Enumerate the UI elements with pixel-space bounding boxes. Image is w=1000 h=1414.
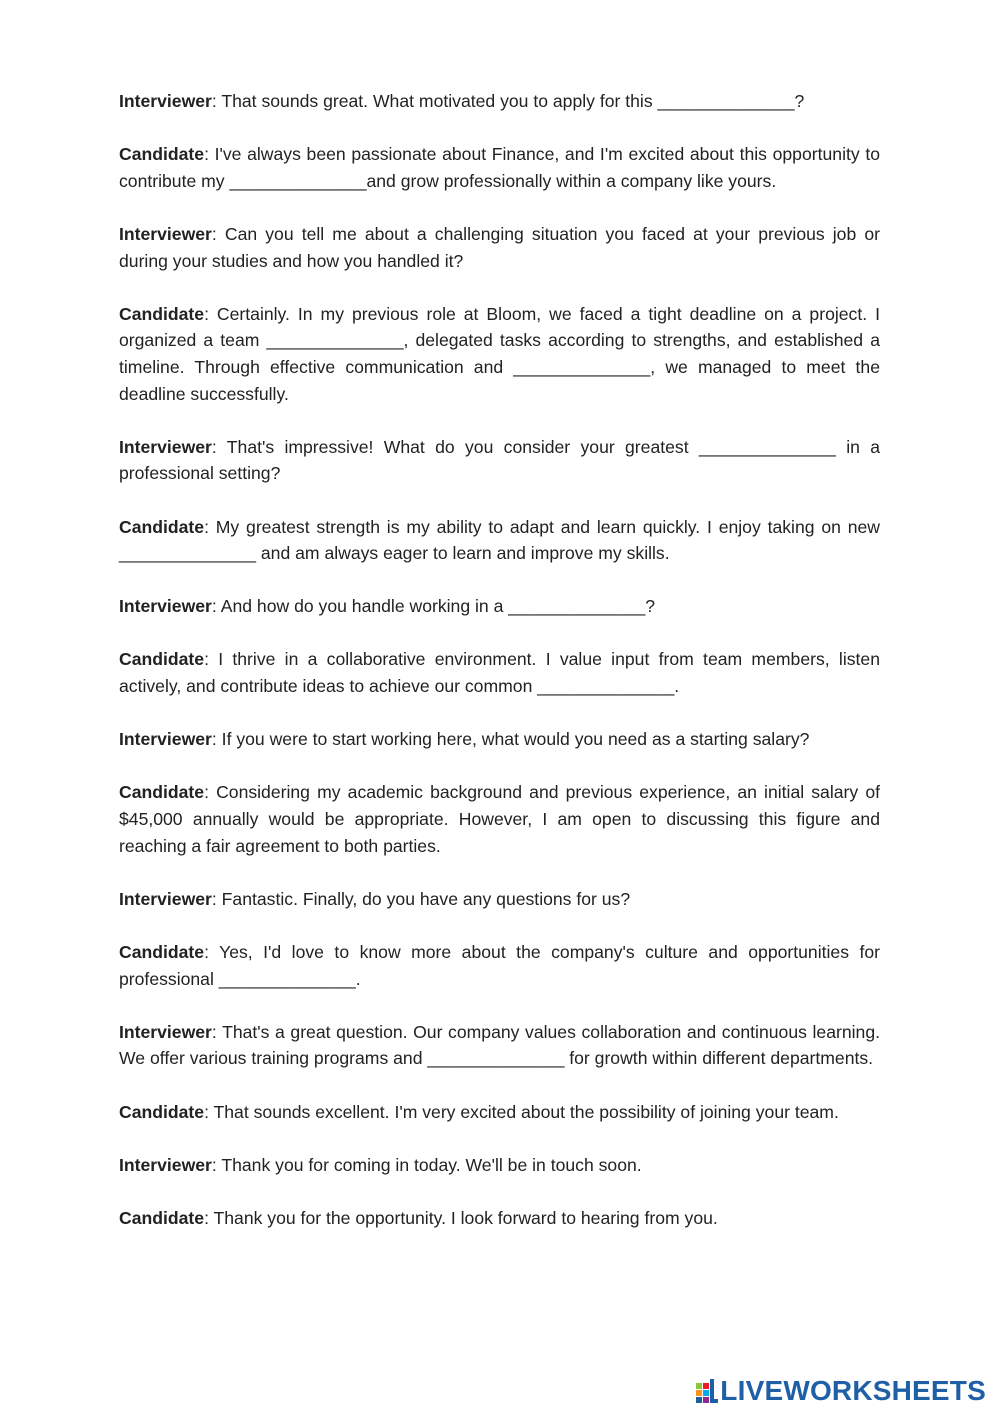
speaker-label: Candidate [119, 782, 205, 803]
line-text: : That sounds great. What motivated you to apply for this ______________? [211, 91, 805, 111]
speaker-label: Interviewer [119, 223, 212, 244]
line-text: : Yes, I'd love to know more about the company's culture and opportunities for professional ______________. [119, 942, 880, 989]
line-text: : Fantastic. Finally, do you have any questions for us? [211, 888, 631, 909]
line-text: : That sounds excellent. I'm very excited about the possibility of joining your team. [204, 1101, 839, 1122]
line-text: : If you were to start working here, what would you need as a starting salary? [211, 729, 810, 750]
line-text: : Certainly. In my previous role at Bloom, we faced a tight deadline on a project. I organized a team ______________, delegated tasks according to strengths, and established a timeline. Through effective communication and ______________, we managed to meet the deadline successfully. [119, 303, 880, 404]
speaker-label: Interviewer [119, 91, 212, 111]
line-text: : My greatest strength is my ability to adapt and learn quickly. I enjoy taking on new ______________ and am always eager to learn and improve my skills. [119, 516, 880, 564]
speaker-label: Candidate [119, 516, 205, 537]
dialogue-line [119, 1099, 880, 1126]
speaker-label: Candidate [119, 649, 205, 670]
speaker-label: Interviewer [119, 436, 212, 457]
speaker-label: Interviewer [119, 729, 212, 750]
dialogue-line [119, 779, 880, 859]
dialogue-line [119, 88, 880, 115]
speaker-label: Candidate [119, 942, 205, 962]
speaker-label: Candidate [119, 144, 205, 165]
line-text: : Thank you for the opportunity. I look forward to hearing from you. [204, 1207, 718, 1228]
line-text: : Considering my academic background and previous experience, an initial salary of $45,000 annually would be appropriate. However, I am open to discussing this figure and reaching a fair agreement to both parties. [119, 782, 880, 856]
line-text: : That's impressive! What do you consider your greatest ______________ in a professional setting? [119, 436, 880, 484]
speaker-label: Interviewer [119, 888, 212, 909]
dialogue-line [119, 886, 880, 913]
dialogue-line [119, 646, 880, 699]
dialogue-line [119, 593, 880, 620]
speaker-label: Candidate [119, 303, 205, 324]
speaker-label: Interviewer [119, 596, 212, 617]
speaker-label: Candidate [119, 1207, 205, 1228]
line-text: : I've always been passionate about Finance, and I'm excited about this opportunity to contribute my ______________and grow professionally within a company like yours. [119, 144, 880, 191]
dialogue-line [119, 939, 880, 992]
dialogue-line [119, 726, 880, 753]
dialogue-line [119, 514, 880, 567]
dialogue-line [119, 1019, 880, 1072]
dialogue-line [119, 301, 880, 407]
line-text: : Can you tell me about a challenging situation you faced at your previous job or during your studies and how you handled it? [119, 223, 880, 271]
interview-dialogue [119, 88, 880, 1258]
dialogue-line [119, 141, 880, 194]
liveworksheets-brand[interactable] [696, 1375, 986, 1407]
speaker-label: Interviewer [119, 1154, 212, 1175]
line-text: : Thank you for coming in today. We'll be in touch soon. [211, 1154, 642, 1175]
line-text: : I thrive in a collaborative environment. I value input from team members, listen actively, and contribute ideas to achieve our common ______________. [119, 649, 880, 697]
speaker-label: Interviewer [119, 1021, 212, 1042]
line-text: : That's a great question. Our company values collaboration and continuous learning. We offer various training programs and ______________ for growth within different departments. [119, 1021, 880, 1069]
dialogue-line [119, 221, 880, 274]
dialogue-line [119, 1205, 880, 1232]
brand-name: LIVEWORKSHEETS [720, 1375, 986, 1406]
dialogue-line [119, 434, 880, 487]
line-text: : And how do you handle working in a ______________? [211, 596, 656, 617]
dialogue-line [119, 1152, 880, 1179]
liveworksheets-logo-icon [696, 1379, 718, 1403]
speaker-label: Candidate [119, 1101, 205, 1122]
